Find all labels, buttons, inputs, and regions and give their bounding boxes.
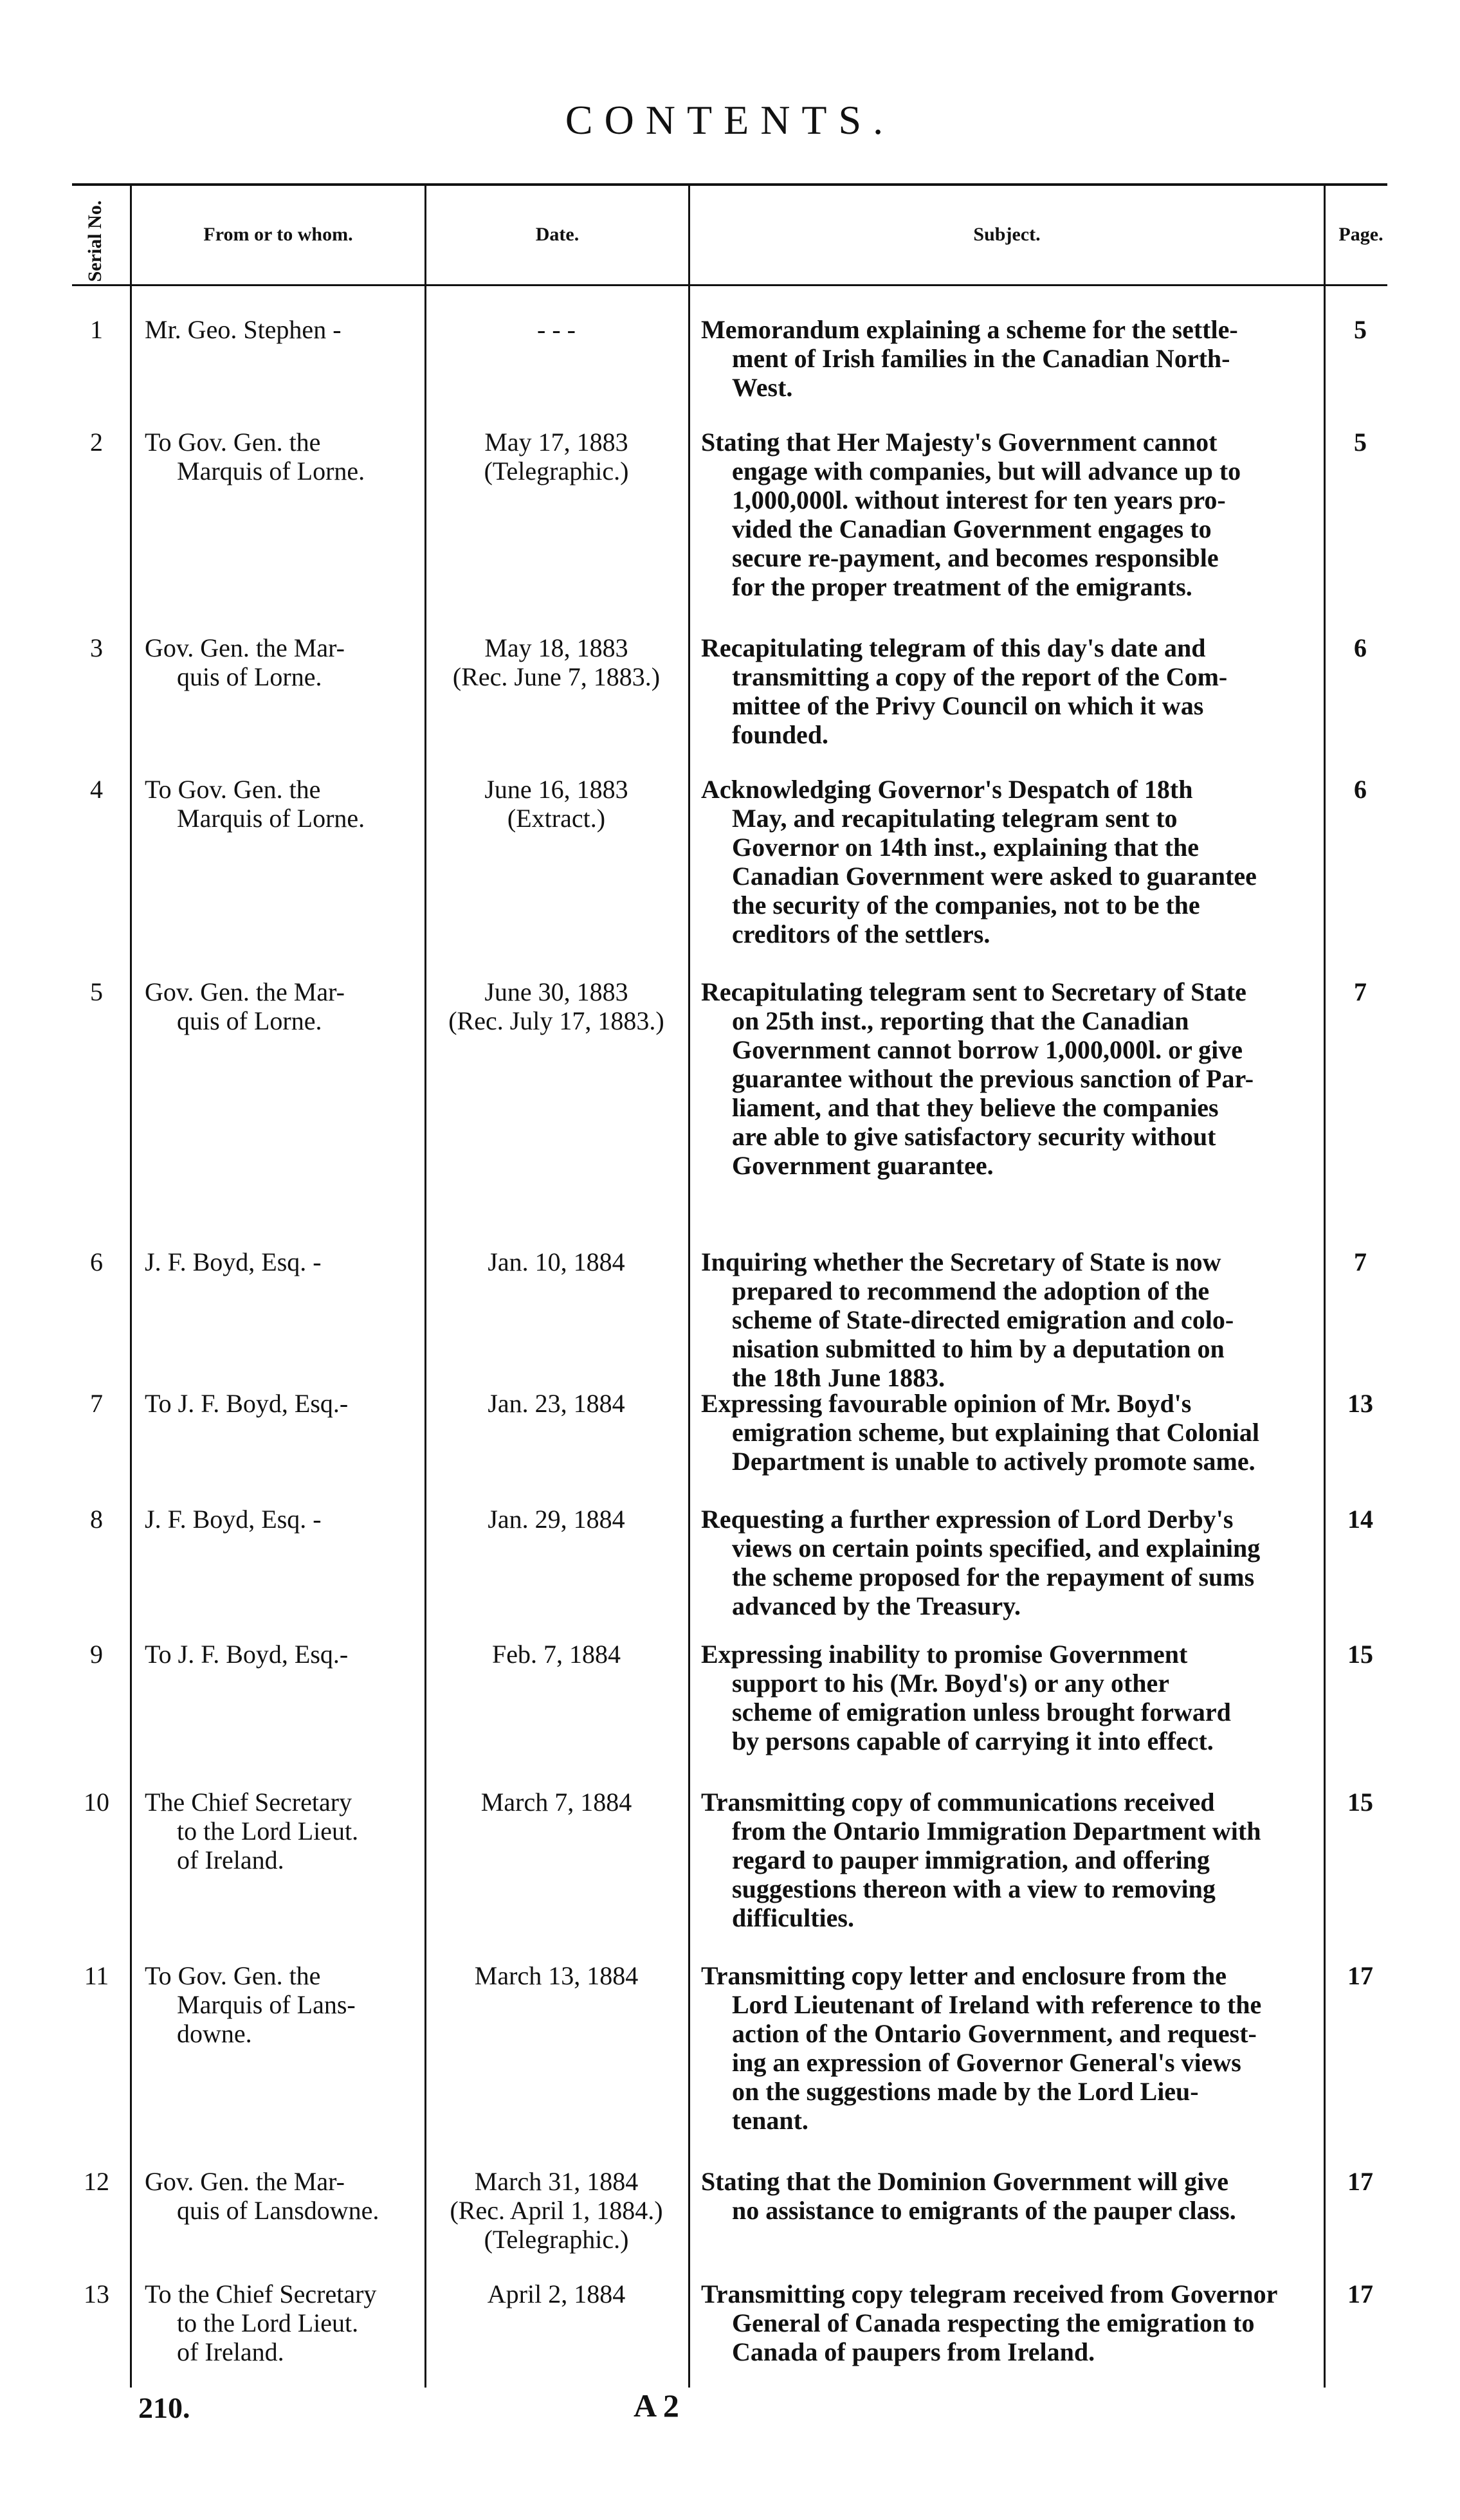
subject-line: views on certain points specified, and explaining: [732, 1534, 1261, 1563]
subject-line: creditors of the settlers.: [732, 920, 990, 948]
serial-number: 5: [90, 977, 103, 1006]
from-line: To Gov. Gen. the: [145, 775, 321, 804]
serial-number: 2: [90, 428, 103, 457]
from-or-to-whom: [145, 1247, 415, 1276]
from-line: of Ireland.: [177, 1845, 284, 1874]
subject-line: support to his (Mr. Boyd's) or any other: [732, 1669, 1170, 1698]
subject-line: Lord Lieutenant of Ireland with reference to the: [732, 1990, 1262, 2019]
from-or-to-whom: [145, 315, 415, 344]
subject-line: Transmitting copy telegram received from Governor: [701, 2280, 1278, 2308]
date: [421, 977, 691, 1035]
from-or-to-whom: [145, 633, 415, 691]
header-from: From or to whom.: [203, 224, 353, 245]
subject-line: regard to pauper immigration, and offering: [732, 1845, 1210, 1874]
from-or-to-whom: [145, 428, 415, 485]
from-line: quis of Lorne.: [177, 662, 322, 691]
date: [421, 2167, 691, 2254]
date-line: May 17, 1883: [484, 428, 628, 457]
subject: [701, 428, 1312, 601]
subject: [701, 1961, 1312, 2135]
subject-line: General of Canada respecting the emigration to: [732, 2308, 1255, 2337]
from-line: of Ireland.: [177, 2337, 284, 2366]
subject-line: mittee of the Privy Council on which it was: [732, 691, 1204, 720]
from-or-to-whom: [145, 1640, 415, 1669]
subject-line: on the suggestions made by the Lord Lieu-: [732, 2077, 1199, 2106]
from-or-to-whom: [145, 2280, 415, 2366]
subject-line: Transmitting copy of communications received: [701, 1788, 1215, 1817]
date-line: - - -: [537, 315, 576, 344]
from-or-to-whom: [145, 1389, 415, 1418]
page-number: 6: [1354, 633, 1367, 662]
date-line: (Telegraphic.): [484, 2225, 629, 2254]
from-or-to-whom: [145, 977, 415, 1035]
subject-line: Canada of paupers from Ireland.: [732, 2337, 1095, 2366]
from-line: To Gov. Gen. the: [145, 1961, 321, 1990]
from-line: Mr. Geo. Stephen -: [145, 315, 342, 344]
date-line: June 16, 1883: [484, 775, 628, 804]
subject-line: on 25th inst., reporting that the Canadian: [732, 1006, 1189, 1035]
date: [421, 428, 691, 485]
from-line: Gov. Gen. the Mar-: [145, 2167, 345, 2196]
page-number: 7: [1354, 1247, 1367, 1276]
date-line: March 7, 1884: [480, 1788, 632, 1817]
serial-number: 10: [84, 1788, 109, 1817]
from-or-to-whom: [145, 1788, 415, 1874]
table-top-rule: [72, 183, 1387, 186]
header-date: Date.: [535, 224, 579, 245]
page-title: CONTENTS.: [565, 97, 895, 143]
subject-line: nisation submitted to him by a deputation on: [732, 1334, 1225, 1363]
subject-line: Government cannot borrow 1,000,000l. or give: [732, 1035, 1243, 1064]
subject-line: Department is unable to actively promote same.: [732, 1447, 1255, 1476]
date: [421, 1247, 691, 1276]
page-number: 17: [1347, 1961, 1373, 1990]
from-line: To the Chief Secretary: [145, 2280, 377, 2308]
from-line: To J. F. Boyd, Esq.-: [145, 1640, 349, 1669]
serial-number: 7: [90, 1389, 103, 1418]
from-line: The Chief Secretary: [145, 1788, 352, 1817]
column-divider-date: [688, 185, 690, 2388]
date: [421, 315, 691, 344]
footer-sheet-number: 210.: [138, 2391, 190, 2424]
date-line: (Rec. July 17, 1883.): [448, 1006, 664, 1035]
date-line: Jan. 23, 1884: [488, 1389, 625, 1418]
from-line: downe.: [177, 2019, 252, 2048]
serial-number: 4: [90, 775, 103, 804]
subject-line: the security of the companies, not to be the: [732, 891, 1200, 920]
subject-line: vided the Canadian Government engages to: [732, 514, 1212, 543]
from-or-to-whom: [145, 1961, 415, 2048]
date-line: March 31, 1884: [474, 2167, 639, 2196]
footer-signature-mark: A 2: [634, 2388, 679, 2424]
page-number: 5: [1354, 315, 1367, 344]
header-bottom-rule: [72, 284, 1387, 286]
serial-number: 8: [90, 1505, 103, 1534]
subject-line: difficulties.: [732, 1903, 854, 1932]
date-line: Feb. 7, 1884: [492, 1640, 621, 1669]
subject-line: Stating that the Dominion Government will give: [701, 2167, 1228, 2196]
date: [421, 1640, 691, 1669]
subject-line: Recapitulating telegram of this day's date and: [701, 633, 1206, 662]
subject-line: secure re-payment, and becomes responsible: [732, 543, 1219, 572]
date-line: March 13, 1884: [474, 1961, 639, 1990]
from-line: To J. F. Boyd, Esq.-: [145, 1389, 349, 1418]
page-number: 15: [1347, 1640, 1373, 1669]
date: [421, 1505, 691, 1534]
serial-number: 13: [84, 2280, 109, 2308]
date-line: June 30, 1883: [484, 977, 628, 1006]
from-line: Marquis of Lorne.: [177, 457, 365, 485]
subject-line: Recapitulating telegram sent to Secretary of State: [701, 977, 1246, 1006]
subject-line: Stating that Her Majesty's Government cannot: [701, 428, 1218, 457]
subject: [701, 1640, 1312, 1755]
from-line: to the Lord Lieut.: [177, 1817, 359, 1845]
subject-line: Canadian Government were asked to guarantee: [732, 862, 1257, 891]
page-number: 17: [1347, 2167, 1373, 2196]
from-line: quis of Lorne.: [177, 1006, 322, 1035]
subject-line: are able to give satisfactory security without: [732, 1122, 1216, 1151]
subject-line: ing an expression of Governor General's views: [732, 2048, 1241, 2077]
from-line: To Gov. Gen. the: [145, 428, 321, 457]
subject-line: the 18th June 1883.: [732, 1363, 945, 1392]
date-line: April 2, 1884: [487, 2280, 626, 2308]
subject-line: scheme of State-directed emigration and colo-: [732, 1305, 1234, 1334]
date-line: May 18, 1883: [484, 633, 628, 662]
subject-line: Memorandum explaining a scheme for the settle-: [701, 315, 1238, 344]
subject-line: suggestions thereon with a view to removing: [732, 1874, 1216, 1903]
page-number: 13: [1347, 1389, 1373, 1418]
column-divider-subject: [1324, 185, 1326, 2388]
page-number: 5: [1354, 428, 1367, 457]
subject-line: engage with companies, but will advance up to: [732, 457, 1241, 485]
subject-line: liament, and that they believe the companies: [732, 1093, 1219, 1122]
header-serial: Serial No.: [84, 200, 105, 282]
header-page: Page.: [1338, 224, 1383, 245]
date-line: (Rec. June 7, 1883.): [452, 662, 661, 691]
header-subject: Subject.: [973, 224, 1041, 245]
subject: [701, 2280, 1312, 2366]
page-number: 14: [1347, 1505, 1373, 1534]
subject-line: Acknowledging Governor's Despatch of 18th: [701, 775, 1193, 804]
subject: [701, 1505, 1312, 1620]
date-line: (Telegraphic.): [484, 457, 629, 485]
subject: [701, 977, 1312, 1180]
from-line: Marquis of Lorne.: [177, 804, 365, 833]
subject-line: action of the Ontario Government, and request-: [732, 2019, 1257, 2048]
from-or-to-whom: [145, 1505, 415, 1534]
date: [421, 633, 691, 691]
subject: [701, 315, 1312, 402]
subject-line: Expressing inability to promise Government: [701, 1640, 1188, 1669]
subject: [701, 775, 1312, 948]
date: [421, 1389, 691, 1418]
subject: [701, 2167, 1312, 2225]
column-divider-serial: [130, 185, 132, 2388]
subject: [701, 1389, 1312, 1476]
subject-line: Requesting a further expression of Lord Derby's: [701, 1505, 1234, 1534]
subject-line: ment of Irish families in the Canadian North-: [732, 344, 1230, 373]
page-number: 7: [1354, 977, 1367, 1006]
date: [421, 775, 691, 833]
subject-line: Expressing favourable opinion of Mr. Boyd's: [701, 1389, 1192, 1418]
subject-line: West.: [732, 373, 793, 402]
date: [421, 2280, 691, 2308]
from-line: Gov. Gen. the Mar-: [145, 977, 345, 1006]
subject-line: Inquiring whether the Secretary of State is now: [701, 1247, 1221, 1276]
column-divider-from: [424, 185, 426, 2388]
page-number: 15: [1347, 1788, 1373, 1817]
subject-line: by persons capable of carrying it into effect.: [732, 1727, 1214, 1755]
subject-line: no assistance to emigrants of the pauper class.: [732, 2196, 1236, 2225]
subject-line: scheme of emigration unless brought forward: [732, 1698, 1231, 1727]
subject-line: Governor on 14th inst., explaining that the: [732, 833, 1199, 862]
subject-line: founded.: [732, 720, 829, 749]
from-line: Gov. Gen. the Mar-: [145, 633, 345, 662]
subject: [701, 1788, 1312, 1932]
date: [421, 1788, 691, 1817]
subject-line: Transmitting copy letter and enclosure from the: [701, 1961, 1227, 1990]
page-number: 17: [1347, 2280, 1373, 2308]
date-line: (Extract.): [507, 804, 606, 833]
from-or-to-whom: [145, 2167, 415, 2225]
subject-line: transmitting a copy of the report of the Com-: [732, 662, 1228, 691]
subject-line: emigration scheme, but explaining that Colonial: [732, 1418, 1260, 1447]
serial-number: 3: [90, 633, 103, 662]
date-line: Jan. 10, 1884: [488, 1247, 625, 1276]
subject-line: 1,000,000l. without interest for ten years pro-: [732, 485, 1226, 514]
subject-line: May, and recapitulating telegram sent to: [732, 804, 1178, 833]
from-line: Marquis of Lans-: [177, 1990, 356, 2019]
from-line: J. F. Boyd, Esq. -: [145, 1247, 322, 1276]
serial-number: 11: [84, 1961, 109, 1990]
subject-line: Government guarantee.: [732, 1151, 994, 1180]
subject-line: the scheme proposed for the repayment of sums: [732, 1563, 1255, 1591]
page-number: 6: [1354, 775, 1367, 804]
serial-number: 12: [84, 2167, 109, 2196]
subject-line: tenant.: [732, 2106, 808, 2135]
serial-number: 1: [90, 315, 103, 344]
date-line: Jan. 29, 1884: [488, 1505, 625, 1534]
date: [421, 1961, 691, 1990]
subject: [701, 633, 1312, 749]
from-line: to the Lord Lieut.: [177, 2308, 359, 2337]
from-line: J. F. Boyd, Esq. -: [145, 1505, 322, 1534]
from-or-to-whom: [145, 775, 415, 833]
subject-line: from the Ontario Immigration Department with: [732, 1817, 1261, 1845]
date-line: (Rec. April 1, 1884.): [450, 2196, 663, 2225]
serial-number: 6: [90, 1247, 103, 1276]
subject-line: prepared to recommend the adoption of the: [732, 1276, 1210, 1305]
serial-number: 9: [90, 1640, 103, 1669]
from-line: quis of Lansdowne.: [177, 2196, 379, 2225]
subject: [701, 1247, 1312, 1392]
subject-line: advanced by the Treasury.: [732, 1591, 1021, 1620]
subject-line: guarantee without the previous sanction of Par-: [732, 1064, 1254, 1093]
subject-line: for the proper treatment of the emigrants.: [732, 572, 1192, 601]
